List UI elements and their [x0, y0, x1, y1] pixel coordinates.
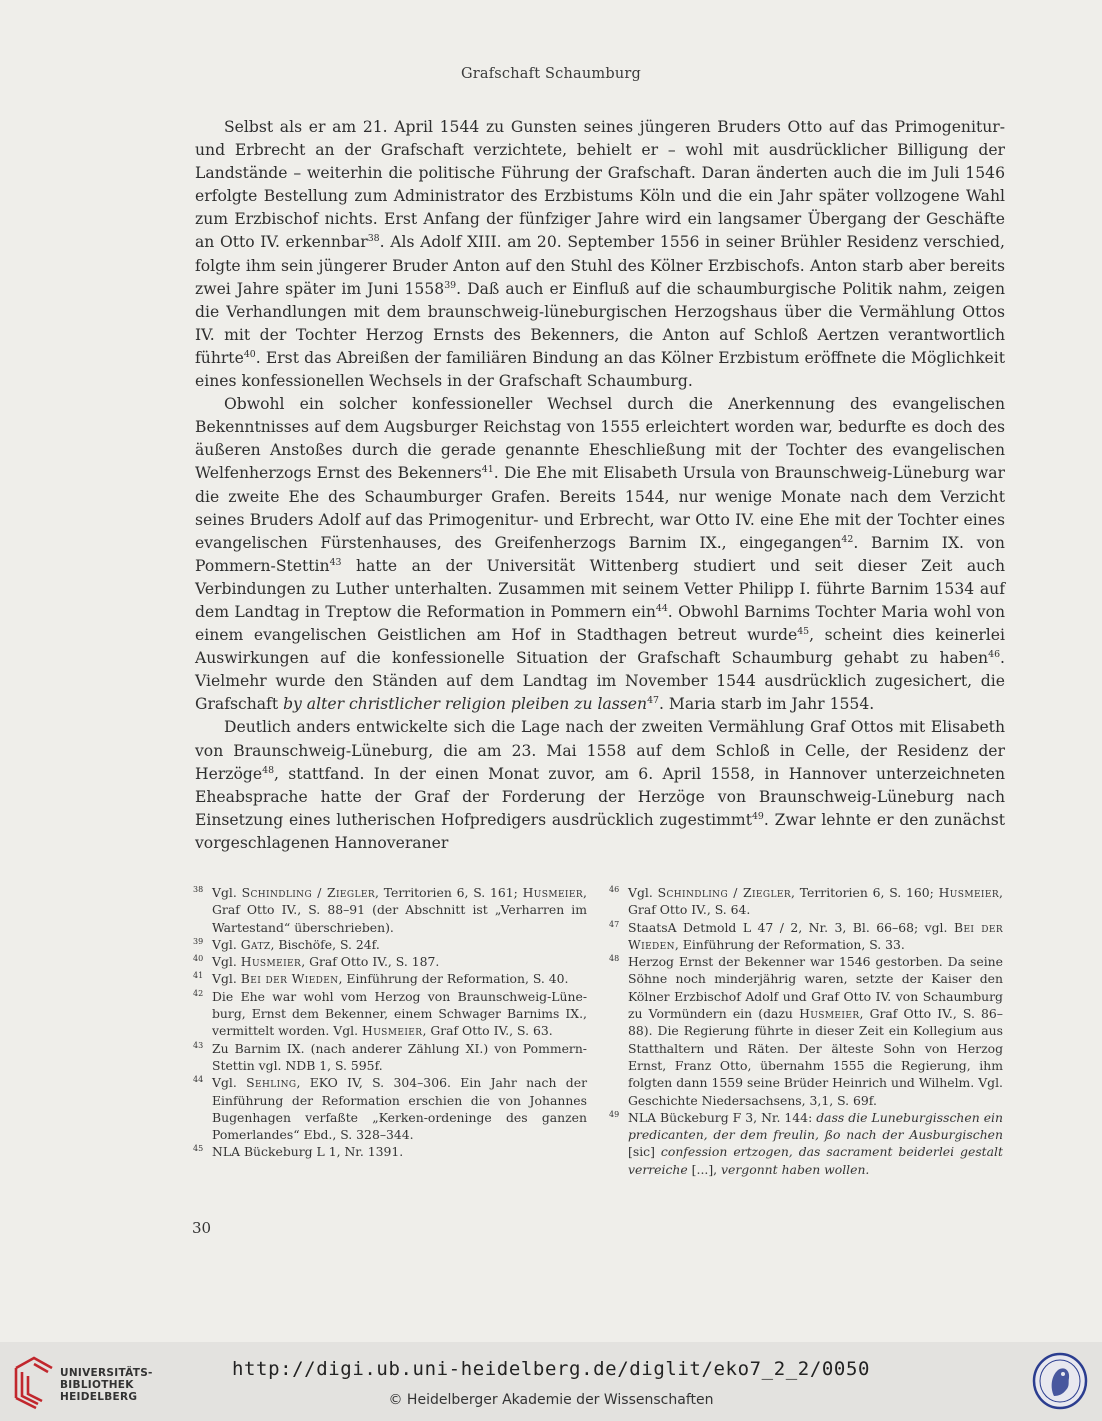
footnote-reference[interactable]: 38	[367, 233, 380, 245]
footnote-number: 45	[193, 1144, 204, 1154]
viewer-footer	[0, 1342, 1102, 1421]
footnote-reference[interactable]: 43	[329, 556, 342, 568]
italic-quote: confession ertzogen, das sacrament beiderlei gestalt verreiche	[628, 1144, 1003, 1177]
author-name: Husmeier	[361, 1023, 423, 1039]
footnote-reference[interactable]: 46	[988, 648, 1001, 660]
footnote-reference[interactable]: 44	[655, 602, 668, 614]
italic-quote: by alter christlicher religion pleiben zu lassen	[283, 695, 648, 714]
paragraph: Deutlich anders entwickelte sich die Lage nach der zweiten Vermählung Graf Ottos mit Elisabeth von Braunschweig-Lüneburg, die am 23. Mai 1558 auf dem Schloß in Celle, der Residenz der Herzöge$^{48}$, stattfand. In der einen Monat zuvor, am 6. April 1558, in Hannover unterzeichneten Eheabsprache hatte der Graf der Forderung der Herzöge von Braunschweig-Lüneburg nach Einsetzung eines lutherischen Hofpredigers ausdrücklich zugestimmt$^{49}$. Zwar lehnte er den zunächst vorgeschlagenen Hannoveraner	[195, 718, 1005, 852]
body-text	[195, 116, 1005, 855]
author-name: Bei der Wieden	[240, 971, 339, 987]
footnote: 38 Vgl. Schindling / Ziegler, Territorien 6, S. 161; Husmeier, Graf Otto IV., S. 88–91 (der Abschnitt ist „Verharren im Wartestand“ überschrieben).	[193, 884, 587, 936]
footnote: 49 NLA Bückeburg F 3, Nr. 144: dass die Luneburgisschen ein predicanten, der dem freulin, ßo nach der Ausburgischen [sic] confession ertzogen, das sacrament beiderlei gestalt verreiche [...], vergonnt haben wollen.	[609, 1109, 1003, 1178]
logo-line-1: UNIVERSITÄTS-	[60, 1367, 153, 1379]
author-name: Husmeier	[938, 885, 1000, 900]
footnote-number: 46	[609, 885, 620, 894]
footnote-reference[interactable]: 41	[481, 464, 494, 476]
footnote-reference[interactable]: 48	[262, 764, 275, 776]
italic-quote: vergonnt haben wollen.	[721, 1161, 870, 1177]
paragraph: Obwohl ein solcher konfessioneller Wechsel durch die Anerkennung des evangelischen Bekenntnisses auf dem Augsburger Reichstag von 1555 erleichtert worden war, bedurfte es doch des äußeren Anstoßes durch die gerade genannte Eheschließung mit der Tochter des evangelischen Welfenherzogs Ernst des Bekenners$^{41}$. Die Ehe mit Elisabeth Ursula von Braunschweig-Lüneburg war die zweite Ehe des Schaumburger Grafen. Bereits 1544, nur wenige Monate nach dem Verzicht seines Bruders Adolf auf das Primogenitur- und Erbrecht, war Otto IV. eine Ehe mit der Tochter eines evangelischen Fürstenhauses, des Greifenherzogs Barnim IX., eingegangen$^{42}$. Barnim IX. von Pommern-Stettin$^{43}$ hatte an der Universität Wittenberg studiert und seit dieser Zeit auch Verbindungen zu Luther unterhalten. Zusammen mit seinem Vetter Philipp I. führte Barnim 1534 auf dem Landtag in Treptow die Reformation in Pommern ein$^{44}$. Obwohl Barnims Tochter Maria wohl von einem evangelischen Geistlichen am Hof in Stadthagen betreut wurde$^{45}$, scheint dies keinerlei Auswirkungen auf die konfessionelle Situation der Grafschaft Schaumburg gehabt zu haben$^{46}$. Vielmehr wurde den Ständen auf dem Landtag im November 1544 ausdrücklich zugesichert, die Grafschaft by alter christlicher religion pleiben zu lassen$^{47}$. Maria starb im Jahr 1554.	[195, 395, 1006, 714]
author-name: Bei der Wieden	[628, 919, 1003, 952]
author-name: Husmeier	[240, 954, 302, 970]
page-number: 30	[192, 1219, 212, 1237]
running-head: Grafschaft Schaumburg	[460, 66, 642, 82]
author-name: Sehling	[246, 1075, 297, 1091]
italic-quote: dass die Luneburgisschen ein predicanten, der dem freulin, ßo nach der Ausburgischen	[628, 1109, 1003, 1143]
footnote-number: 39	[193, 936, 204, 946]
footnote: 40 Vgl. Husmeier, Graf Otto IV., S. 187.	[193, 953, 587, 970]
footnote: 46 Vgl. Schindling / Ziegler, Territorien 6, S. 160; Husmeier, Graf Otto IV., S. 64.	[609, 884, 1003, 919]
author-name: Gatz	[240, 936, 271, 952]
academy-seal-icon[interactable]	[1032, 1352, 1088, 1410]
footnote-reference[interactable]: 49	[751, 810, 764, 822]
footnote-number: 49	[609, 1109, 620, 1119]
footnote-number: 42	[193, 988, 204, 998]
footnote: 44 Vgl. Sehling, EKO IV, S. 304–306. Ein Jahr nach der Einführung der Reformation erschien die von Johannes Bugenhagen verfaßte „Kerken-ordeninge des ganzen Pomerlandes“ Ebd., S. 328–344.	[193, 1074, 587, 1143]
author-name: Schindling / Ziegler	[657, 885, 792, 900]
author-name: Husmeier	[799, 1006, 860, 1022]
footnote: 45 NLA Bückeburg L 1, Nr. 1391.	[193, 1143, 587, 1160]
paragraph: Selbst als er am 21. April 1544 zu Gunsten seines jüngeren Bruders Otto auf das Primogenitur- und Erbrecht an der Grafschaft verzichtete, behielt er – wohl mit ausdrücklicher Billigung der Landstände – weiterhin die politische Führung der Grafschaft. Daran änderten auch die im Juli 1546 erfolgte Bestellung zum Administrator des Erzbistums Köln und die ein Jahr später vollzogene Wahl zum Erzbischof nichts. Erst Anfang der fünfziger Jahre wird ein langsamer Übergang der Geschäfte an Otto IV. erkennbar$^{38}$. Als Adolf XIII. am 20. September 1556 in seiner Brühler Residenz verschied, folgte ihm sein jüngerer Bruder Anton auf den Stuhl des Kölner Erzbischofs. Anton starb aber bereits zwei Jahre später im Juni 1558$^{39}$. Daß auch er Einfluß auf die schaumburgische Politik nahm, zeigen die Verhandlungen mit dem braunschweig-lüneburgischen Herzogshaus über die Vermählung Ottos IV. mit der Tochter Herzog Ernsts des Bekenners, die Anton auf Schloß Aertzen verantwortlich führte$^{40}$. Erst das Abreißen der familiären Bindung an das Kölner Erzbistum eröffnete die Möglichkeit eines konfessionellen Wechsels in der Grafschaft Schaumburg.	[195, 118, 1005, 391]
footnote-number: 38	[193, 885, 204, 894]
footnote-number: 41	[193, 971, 204, 981]
logo-line-2: BIBLIOTHEK	[60, 1379, 134, 1391]
footnote: 39 Vgl. Gatz, Bischöfe, S. 24f.	[193, 936, 587, 953]
footnote: 42 Die Ehe war wohl vom Herzog von Braunschweig-Lüneburg, Ernst dem Bekenner, einem Schwager Barnims IX., vermittelt worden. Vgl. Husmeier, Graf Otto IV., S. 63.	[193, 988, 587, 1040]
footnote-number: 40	[193, 954, 204, 964]
copyright-notice: © Heidelberger Akademie der Wissenschaften	[388, 1392, 714, 1408]
footnote-reference[interactable]: 47	[647, 695, 659, 707]
permalink-url[interactable]: http://digi.ub.uni-heidelberg.de/diglit/eko7_2_2/0050	[231, 1358, 871, 1380]
footnote: 48 Herzog Ernst der Bekenner war 1546 gestorben. Da seine Söhne noch minderjährig waren, setzte der Kaiser den Kölner Erzbischof Adolf und Graf Otto IV. von Schaumburg zu Vormündern ein (dazu Husmeier, Graf Otto IV., S. 86–88). Die Regierung führte in dieser Zeit ein Kollegium aus Statthaltern und Räten. Der älteste Sohn von Herzog Ernst, Franz Otto, übernahm 1555 die Regierung, ihm folgten dann 1559 seine Brüder Heinrich und Wilhelm. Vgl. Geschichte Niedersachsens, 3,1, S. 69f.	[609, 953, 1003, 1109]
footnote-reference[interactable]: 39	[444, 279, 457, 291]
footnotes-left-column	[193, 884, 587, 1161]
footnote-reference[interactable]: 42	[841, 533, 854, 545]
footnote: 47 StaatsA Detmold L 47 / 2, Nr. 3, Bl. 66–68; vgl. Bei der Wieden, Einführung der Reformation, S. 33.	[609, 919, 1003, 954]
footnote-number: 48	[609, 954, 620, 964]
footnote-number: 43	[193, 1040, 204, 1050]
footnote-reference[interactable]: 45	[797, 625, 810, 637]
footnotes-right-column	[609, 884, 1003, 1178]
footnote-reference[interactable]: 40	[243, 348, 256, 360]
author-name: Husmeier	[522, 885, 584, 900]
footnote-number: 44	[193, 1075, 204, 1085]
footnote-number: 47	[609, 919, 620, 929]
footnote: 41 Vgl. Bei der Wieden, Einführung der Reformation, S. 40.	[193, 970, 587, 987]
author-name: Schindling / Ziegler	[241, 885, 376, 900]
logo-line-3: HEIDELBERG	[60, 1391, 138, 1403]
footnote: 43 Zu Barnim IX. (nach anderer Zählung XI.) von Pommern-Stettin vgl. NDB 1, S. 595f.	[193, 1040, 587, 1075]
